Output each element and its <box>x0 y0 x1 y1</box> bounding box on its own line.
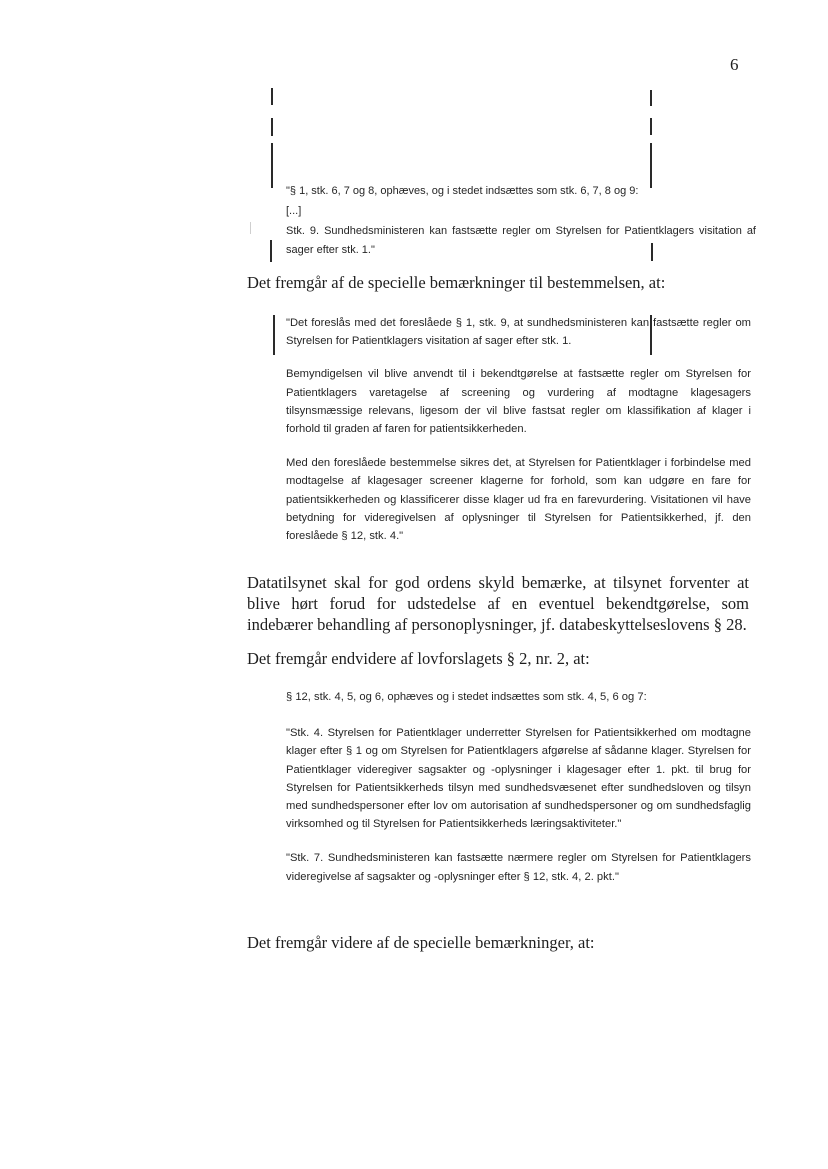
change-mark <box>271 143 273 188</box>
change-mark <box>650 90 652 106</box>
body-paragraph: Det fremgår endvidere af lovforslagets § 2, nr. 2, at: <box>247 649 590 668</box>
quote-paragraph: "Stk. 7. Sundhedsministeren kan fastsætte nærmere regler om Styrelsen for Patientklagers videregivelse af sagsakter og -oplysninger efter § 12, stk. 4, 2. pkt." <box>286 852 751 883</box>
quote-line: [...] <box>286 205 302 218</box>
quote-paragraph: "Det foreslås med det foreslåede § 1, stk. 9, at sundhedsministeren kan fastsætte regler om Styrelsen for Patientklagers visitation af sager efter stk. 1. <box>286 317 751 348</box>
change-mark <box>270 240 272 262</box>
change-mark <box>650 118 652 135</box>
body-paragraph: Datatilsynet skal for god ordens skyld bemærke, at tilsynet forventer at blive hørt forud for udstedelse af en eventuel bekendtgørelse, som indebærer behandling af personoplysninger, jf. databeskyttelseslovens § 28. <box>247 573 749 634</box>
quote-block <box>286 314 751 545</box>
quote-line: Stk. 9. Sundhedsministeren kan fastsætte regler om Styrelsen for Patientklagers visitation af sager efter stk. 1." <box>286 225 756 256</box>
change-mark <box>271 118 273 136</box>
quote-paragraph: § 12, stk. 4, 5, og 6, ophæves og i stedet indsættes som stk. 4, 5, 6 og 7: <box>286 691 647 703</box>
quote-block <box>286 182 756 259</box>
change-mark <box>250 222 251 234</box>
change-mark <box>273 315 275 355</box>
quote-paragraph: Med den foreslåede bestemmelse sikres det, at Styrelsen for Patientklager i forbindelse med modtagelse af klagesager screener klagerne for forhold, som kan udgøre en fare for patientsikkerheden og klassificerer disse klager ud fra en farevurdering. Visitationen vil have betydning for videregivelsen af oplysninger til Styrelsen for Patientsikkerhed, jf. den foreslåede § 12, stk. 4." <box>286 457 751 543</box>
page-number: 6 <box>730 55 739 74</box>
quote-paragraph: "Stk. 4. Styrelsen for Patientklager underretter Styrelsen for Patientsikkerhed om modtagne klager efter § 1 og om Styrelsen for Patientklagers afgørelse af sådanne klager. Styrelsen for Patientklager videregiver sagsakter og -oplysninger i klagesager efter 1. pkt. til brug for Styrelsen for Patientsikkerheds tilsyn med sundhedsvæsenet efter sundhedsloven og tilsyn med sundhedspersoner efter lov om autorisation af sundhedspersoner og om sundhedsfaglig virksomhed og til Styrelsen for Patientsikkerheds læringsaktiviteter." <box>286 727 751 831</box>
quote-paragraph: Bemyndigelsen vil blive anvendt til i bekendtgørelse at fastsætte regler om Styrelsen for Patientklagers varetagelse af screening og vurdering af modtagne klagesagers tilsynsmæssige relevans, ligesom der vil blive fastsat regler om klassifikation af klager i forhold til graden af faren for patientsikkerheden. <box>286 368 751 436</box>
change-mark <box>271 88 273 105</box>
quote-block <box>286 688 751 886</box>
body-paragraph: Det fremgår videre af de specielle bemærkninger, at: <box>247 933 595 952</box>
quote-line: "§ 1, stk. 6, 7 og 8, ophæves, og i stedet indsættes som stk. 6, 7, 8 og 9: <box>286 185 639 197</box>
body-paragraph: Det fremgår af de specielle bemærkninger til bestemmelsen, at: <box>247 273 666 292</box>
